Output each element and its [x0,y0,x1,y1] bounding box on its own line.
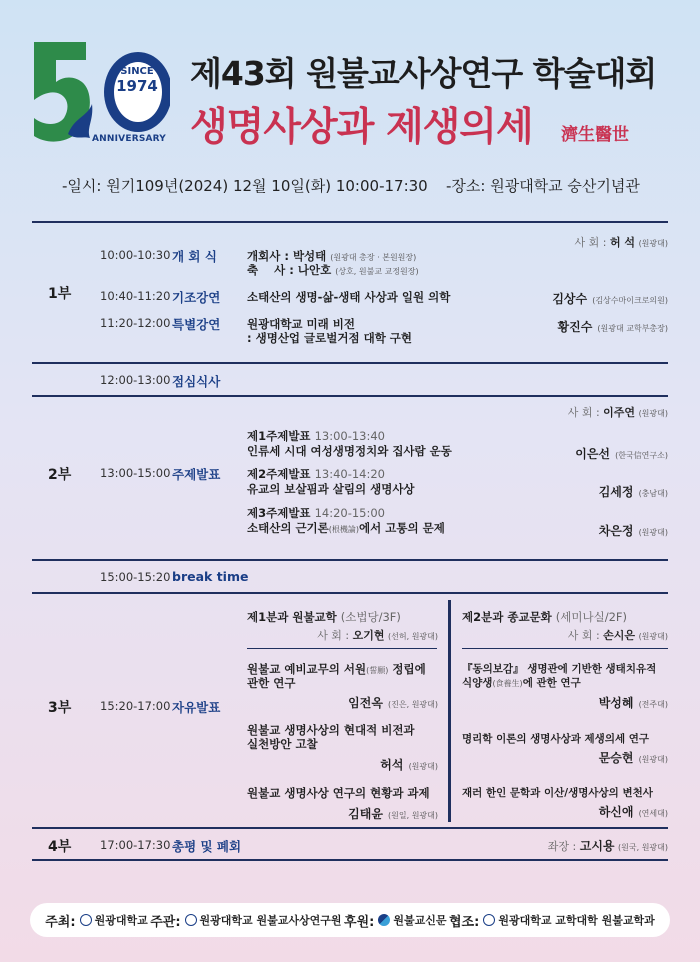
talk3-head: 제3주제발표 14:20-15:00 [247,506,385,520]
divider [32,395,668,397]
opening-line2: 축 사 : 나안호 (상호, 원불교 교정원장) [247,263,419,277]
s2-talk1-line2: 식양생(食養生)에 관한 연구 [462,677,581,689]
divider [247,648,437,649]
talk1-topic: 인류세 시대 여성생명정치와 집사람 운동 [247,444,452,458]
s2-talk3-speaker: 하신애 (연세대) [598,805,668,819]
s1-talk2-line2: 실천방안 고찰 [247,737,318,751]
logo-year: 1974 [116,77,158,95]
column-divider [448,600,451,822]
opening-title: 개 회 식 [172,249,217,264]
footer-coop: 협조: 원광대학교 교학대학 원불교학과 [448,914,655,930]
break-title: break time [172,569,249,584]
keynote-title: 기조강연 [172,290,221,305]
part1-label: 1부 [48,286,72,302]
s2-talk2-speaker: 문승현 (원광대) [598,751,668,765]
footer-credits [30,903,670,937]
newspaper-logo-icon [378,914,390,926]
s2-talk1-speaker: 박성혜 (전주대) [598,696,668,710]
footer-sponsor: 후원: 원불교신문 [344,914,447,930]
part2-title: 주제발표 [172,467,221,482]
divider [32,592,668,594]
talk1-head: 제1주제발표 13:00-13:40 [247,429,385,443]
s1-talk1-line2: 관한 연구 [247,676,296,690]
part4-title: 총평 및 폐회 [172,839,242,854]
event-place: -장소: 원광대학교 숭산기념관 [446,177,640,195]
lunch-title: 점심식사 [172,374,221,389]
s1-talk2-line1: 원불교 생명사상의 현대적 비전과 [247,723,415,737]
talk2-topic: 유교의 보살핌과 살림의 생명사상 [247,482,415,496]
event-date: -일시: 원기109년(2024) 12월 10일(화) 10:00-17:30 [62,177,428,195]
s2-talk1-line1: 『동의보감』 생명관에 기반한 생태치유적 [462,663,657,675]
talk2-head: 제2주제발표 13:40-14:20 [247,467,385,481]
keynote-time: 10:40-11:20 [100,289,171,303]
session2-head: 제2분과 종교문화 (세미나실/2F) [462,610,628,624]
s1-talk1-speaker: 임전옥 (진은, 원광대) [348,696,438,710]
opening-line1: 개회사 : 박성태 (원광대 총장 · 본원원장) [247,249,417,263]
s2-talk3-line1: 재러 한인 문학과 이산/생명사상의 변천사 [462,787,653,799]
opening-time: 10:00-10:30 [100,248,171,262]
divider [462,648,668,649]
talk3-topic: 소태산의 근기론(根機論)에서 고통의 문제 [247,521,445,535]
divider [32,362,668,364]
s1-talk1-line1: 원불교 예비교무의 서원(誓願) 정립에 [247,662,426,676]
special-topic1: 원광대학교 미래 비전 [247,317,355,331]
divider [32,827,668,829]
page-title: 제43회 원불교사상연구 학술대회 [190,54,657,93]
part3-label: 3부 [48,700,72,716]
keynote-speaker: 김상수 (김상수마이크로의원) [552,292,668,306]
part3-title: 자유발표 [172,700,221,715]
session1-chair: 사 회 : 오기현 (선허, 원광대) [317,629,438,642]
session1-head: 제1분과 원불교학 (소법당/3F) [247,610,401,624]
lunch-time: 12:00-13:00 [100,373,171,387]
s1-talk3-line1: 원불교 생명사상 연구의 현황과 과제 [247,786,430,800]
footer-host: 주최: 원광대학교 [45,914,148,930]
break-time: 15:00-15:20 [100,570,171,584]
university-seal-icon [80,914,92,926]
subtitle-hanja: 濟生醫世 [561,125,629,145]
special-title: 특별강연 [172,317,221,332]
page-subtitle: 생명사상과 제생의세 [190,105,533,150]
keynote-topic: 소태산의 생명-삶-생태 사상과 일원 의학 [247,290,451,304]
logo-since: SINCE [120,66,154,77]
part2-time: 13:00-15:00 [100,466,171,480]
talk2-speaker: 김세정 (충남대) [598,485,668,499]
divider [32,221,668,223]
part2-label: 2부 [48,467,72,483]
part1-chair: 사 회 : 허 석 (원광대) [574,236,668,249]
s1-talk3-speaker: 김태윤 (원일, 원광대) [348,807,438,821]
s1-talk2-speaker: 허석 (원광대) [380,758,438,772]
s2-talk2-line1: 명리학 이론의 생명사상과 제생의세 연구 [462,733,650,745]
special-topic2: : 생명산업 글로벌거점 대학 구현 [247,331,413,345]
talk1-speaker: 이은선 (한국信연구소) [575,447,668,461]
divider [32,859,668,861]
footer-organizer: 주관: 원광대학교 원불교사상연구원 [150,914,342,930]
special-speaker: 황진수 (원광대 교학부총장) [557,320,668,334]
part3-time: 15:20-17:00 [100,699,171,713]
part4-time: 17:00-17:30 [100,838,171,852]
logo-anniversary: ANNIVERSARY [92,134,167,144]
special-time: 11:20-12:00 [100,316,171,330]
talk3-speaker: 차은정 (원광대) [598,524,668,538]
university-seal-icon [185,914,197,926]
part2-chair: 사 회 : 이주연 (원광대) [567,406,668,419]
part4-label: 4부 [48,839,72,855]
divider [32,559,668,561]
session2-chair: 사 회 : 손시은 (원광대) [567,629,668,642]
university-seal-icon [483,914,495,926]
part4-chair: 좌장 : 고시용 (원국, 원광대) [547,839,668,853]
